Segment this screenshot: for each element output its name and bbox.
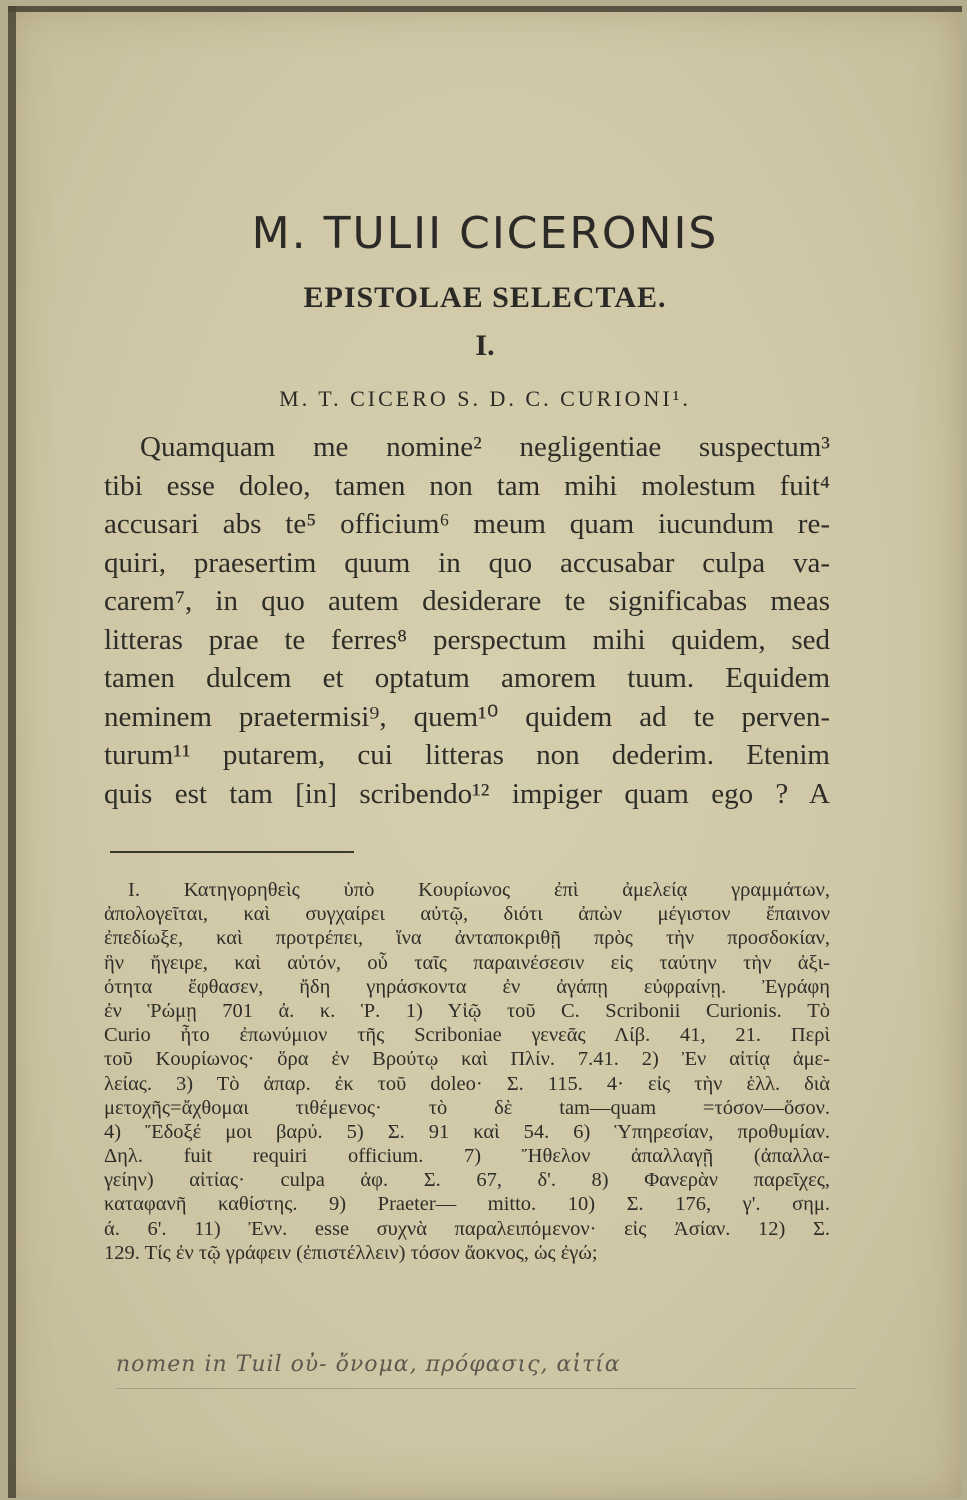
letter-salutation: M. T. CICERO S. D. C. CURIONI¹. — [279, 386, 691, 411]
book-subtitle: EPISTOLAE SELECTAE. — [303, 281, 667, 314]
note-line: 4) Ἔδοξέ μοι βαρύ. 5) Σ. 91 καὶ 54. 6) Ὑπηρεσίαν, προθυμίαν. — [104, 1120, 830, 1143]
body-line: tibi esse doleo, tamen non tam mihi molestum fuit⁴ — [104, 469, 830, 502]
annotation-baseline — [116, 1388, 856, 1389]
note-line: ά. 6'. 11) Ἐνν. esse συχνὰ παραλειπόμενον· εἰς Ἀσίαν. 12) Σ. — [104, 1217, 830, 1240]
note-line: μετοχῆς=ἄχθομαι τιθέμενος· τὸ δὲ tam—quam =τόσον—ὅσον. — [104, 1096, 830, 1119]
body-line: quis est tam [in] scribendo¹² impiger quam ego ? A — [104, 777, 830, 810]
page-sheet — [8, 6, 962, 1498]
body-line: Quamquam me nomine² negligentiae suspectum³ — [140, 431, 830, 463]
note-line: I. Κατηγορηθεὶς ὑπὸ Κουρίωνος ἐπὶ ἀμελείᾳ γραμμάτων, — [128, 879, 830, 901]
note-line: καταφανῆ καθίστης. 9) Praeter— mitto. 10) Σ. 176, γ'. σημ. — [104, 1193, 830, 1216]
body-line: litteras prae te ferres⁸ perspectum mihi quidem, sed — [104, 623, 830, 656]
book-title: M. TULII CICERONIS — [251, 208, 719, 259]
handwritten-annotation: nomen in Tuil oὐ- ὄνομα, πρόφασις, αἰτία — [116, 1352, 621, 1377]
body-line: turum¹¹ putarem, cui litteras non dederim. Etenim — [104, 739, 830, 771]
body-line: carem⁷, in quo autem desiderare te significabas meas — [104, 585, 830, 617]
note-line: ἐπεδίωξε, καὶ προτρέπει, ἵνα ἀνταποκριθῇ πρὸς τὴν προσδοκίαν, — [104, 927, 830, 950]
letter-number: I. — [475, 329, 495, 362]
body-line: accusari abs te⁵ officium⁶ meum quam iucundum re- — [104, 508, 830, 540]
note-line: Curio ἦτο ἐπωνύμιον τῆς Scriboniae γενεᾶς Λίβ. 41, 21. Περὶ — [104, 1024, 830, 1047]
page-top-edge — [8, 6, 962, 12]
body-line: tamen dulcem et optatum amorem tuum. Equidem — [104, 662, 830, 694]
note-line: ἣν ἤγειρε, καὶ αὐτόν, οὗ ταῖς παραινέσεσιν εἰς ταύτην τὴν ἀξι- — [104, 951, 830, 974]
body-line: neminem praetermisi⁹, quem¹⁰ quidem ad te perven- — [104, 700, 830, 733]
letter-body — [104, 428, 830, 813]
note-line: λείας. 3) Τὸ ἀπαρ. ἐκ τοῦ doleo· Σ. 115. 4· εἰς τὴν ἑλλ. διὰ — [104, 1072, 830, 1095]
note-line: Δηλ. fuit requiri officium. 7) Ἤθελον ἀπαλλαγῇ (ἀπαλλα- — [104, 1145, 830, 1168]
note-line: ἐν Ῥώμῃ 701 ἀ. κ. Ῥ. 1) Υἱῷ τοῦ C. Scribonii Curionis. Τὸ — [104, 999, 830, 1022]
note-line: γείην) αἰτίας· culpa ἀφ. Σ. 67, δ'. 8) Φανερὰν παρεῖχες, — [104, 1169, 830, 1192]
footnote-separator — [110, 851, 354, 853]
note-line: ότητα ἔφθασεν, ἤδη γηράσκοντα ἐν ἀγάπῃ εὐφραίνῃ. Ἐγράφη — [104, 975, 830, 998]
footnotes — [104, 878, 830, 1265]
body-line: quiri, praesertim quum in quo accusabar culpa va- — [104, 546, 830, 579]
note-line: 129. Τίς ἐν τῷ γράφειν (ἐπιστέλλειν) τόσον ἄοκνος, ὡς ἐγώ; — [104, 1241, 598, 1264]
note-line: ἀπολογεῖται, καὶ συγχαίρει αὐτῷ, διότι ἀπὼν μέγιστον ἔπαινον — [104, 903, 830, 926]
note-line: τοῦ Κουρίωνος· ὅρα ἐν Βρούτῳ καὶ Πλίν. 7.41. 2) Ἐν αἰτίᾳ ἀμε- — [104, 1048, 830, 1071]
